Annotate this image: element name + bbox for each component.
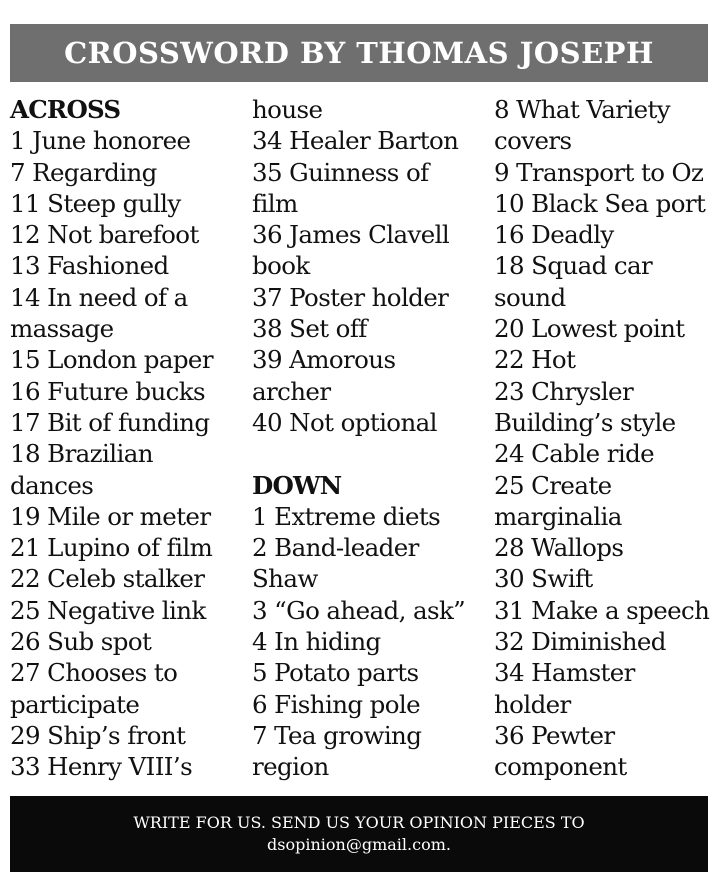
clue-line: component [494, 752, 627, 782]
section-heading: DOWN [252, 470, 342, 500]
clue-line: holder [494, 689, 571, 719]
crossword-header-banner [10, 24, 708, 82]
clue-line: 1 Extreme diets [252, 501, 441, 531]
clue-line: 25 Create [494, 470, 612, 500]
clue-line: marginalia [494, 501, 622, 531]
clue-line: 23 Chrysler [494, 376, 634, 406]
clue-column-1 [10, 94, 252, 783]
clue-line: 20 Lowest point [494, 314, 685, 344]
clue-line: 31 Make a speech [494, 595, 710, 625]
clue-line: film [252, 188, 298, 218]
clue-line: Building’s style [494, 407, 676, 437]
clue-line: 13 Fashioned [10, 251, 169, 281]
section-heading: ACROSS [10, 95, 121, 124]
footer-banner [10, 796, 708, 872]
clue-line: massage [10, 314, 114, 344]
clue-line: archer [252, 376, 331, 406]
clue-column-2 [252, 94, 494, 783]
clue-line: 12 Not barefoot [10, 220, 199, 250]
clue-line: 35 Guinness of [252, 157, 429, 187]
clue-line: 8 What Variety [494, 95, 670, 124]
clue-line: 25 Negative link [10, 595, 206, 625]
clue-line: 2 Band-leader [252, 533, 419, 563]
clue-line: participate [10, 689, 140, 719]
clue-line: book [252, 251, 310, 281]
clue-line: 37 Poster holder [252, 282, 449, 312]
spacer [252, 438, 494, 469]
clue-line: 19 Mile or meter [10, 501, 211, 531]
clue-column-3 [494, 94, 718, 783]
clue-line: 28 Wallops [494, 533, 624, 563]
clue-line: 40 Not optional [252, 407, 437, 437]
clue-line: 29 Ship’s front [10, 720, 186, 750]
clue-line: 1 June honoree [10, 126, 191, 156]
crossword-title: CROSSWORD BY THOMAS JOSEPH [64, 36, 654, 70]
footer-email: dsopinion@gmail.com. [267, 835, 451, 854]
clue-line: 36 Pewter [494, 720, 615, 750]
clue-line: 9 Transport to Oz [494, 157, 704, 187]
clue-line: 22 Hot [494, 345, 576, 375]
clue-line: 5 Potato parts [252, 658, 419, 688]
clue-line: Shaw [252, 564, 318, 594]
clue-line: 16 Deadly [494, 220, 614, 250]
clue-line: 4 In hiding [252, 627, 381, 657]
clue-line: 34 Healer Barton [252, 126, 459, 156]
clue-line: 22 Celeb stalker [10, 564, 205, 594]
clue-line: 11 Steep gully [10, 188, 181, 218]
clue-line: dances [10, 470, 94, 500]
clue-line: 16 Future bucks [10, 376, 205, 406]
clue-line: 7 Regarding [10, 157, 157, 187]
clue-line: 17 Bit of funding [10, 407, 210, 437]
clue-line: 15 London paper [10, 345, 213, 375]
clue-line: 26 Sub spot [10, 627, 152, 657]
clue-line: 18 Squad car [494, 251, 653, 281]
clue-line: 27 Chooses to [10, 658, 178, 688]
clue-line: 14 In need of a [10, 282, 188, 312]
clue-line: 24 Cable ride [494, 439, 655, 469]
footer-line-1: WRITE FOR US. SEND US YOUR OPINION PIECES TO [133, 813, 585, 832]
clue-line: sound [494, 282, 566, 312]
clue-line: 39 Amorous [252, 345, 396, 375]
clue-line: 7 Tea growing [252, 720, 422, 750]
clue-line: 30 Swift [494, 564, 593, 594]
clue-line: 21 Lupino of film [10, 533, 213, 563]
clue-line: 36 James Clavell [252, 220, 450, 250]
clue-line: house [252, 95, 323, 124]
clue-line: 34 Hamster [494, 658, 635, 688]
clue-line: 18 Brazilian [10, 439, 153, 469]
clue-line: 3 “Go ahead, ask” [252, 595, 466, 625]
clue-line: 6 Fishing pole [252, 689, 421, 719]
clue-line: covers [494, 126, 572, 156]
clue-line: 32 Diminished [494, 627, 666, 657]
clue-line: 33 Henry VIII’s [10, 752, 193, 782]
clue-line: 10 Black Sea port [494, 188, 706, 218]
clue-line: 38 Set off [252, 314, 367, 344]
clue-line: region [252, 752, 329, 782]
